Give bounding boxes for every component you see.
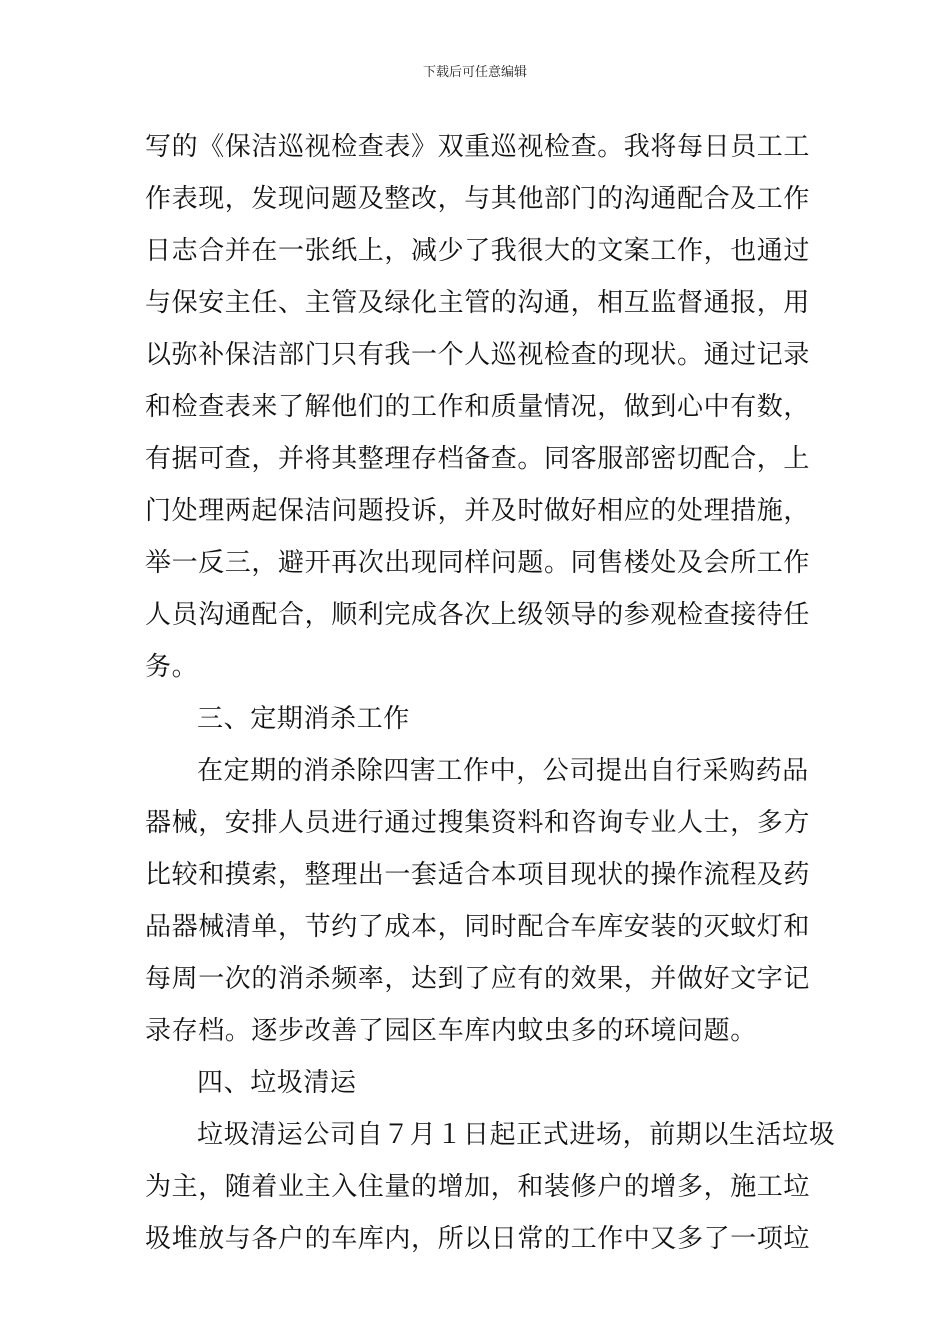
body-line: 圾堆放与各户的车库内，所以日常的工作中又多了一项垃	[145, 1224, 811, 1254]
body-line: 品器械清单，节约了成本，同时配合车库安装的灭蚊灯和	[145, 912, 811, 942]
document-body	[145, 129, 836, 1273]
body-line: 写的《保洁巡视检查表》双重巡视检查。我将每日员工工	[145, 132, 811, 162]
body-line: 有据可查，并将其整理存档备查。同客服部密切配合，上	[145, 444, 811, 474]
body-line: 门处理两起保洁问题投诉，并及时做好相应的处理措施，	[145, 496, 811, 526]
paragraph-first-line: 垃圾清运公司自７月１日起正式进场，前期以生活垃圾	[197, 1120, 836, 1150]
body-line: 举一反三，避开再次出现同样问题。同售楼处及会所工作	[145, 548, 811, 578]
body-line: 录存档。逐步改善了园区车库内蚊虫多的环境问题。	[145, 1016, 757, 1046]
section-heading: 四、垃圾清运	[197, 1068, 357, 1098]
page-header-note: 下载后可任意编辑	[422, 65, 527, 80]
body-line: 日志合并在一张纸上，减少了我很大的文案工作，也通过	[145, 236, 811, 266]
body-line: 以弥补保洁部门只有我一个人巡视检查的现状。通过记录	[145, 340, 811, 370]
body-line: 与保安主任、主管及绿化主管的沟通，相互监督通报，用	[145, 288, 811, 318]
body-line: 作表现，发现问题及整改，与其他部门的沟通配合及工作	[145, 184, 811, 214]
body-line: 器械，安排人员进行通过搜集资料和咨询专业人士，多方	[145, 808, 811, 838]
body-line: 务。	[145, 652, 199, 682]
body-line: 为主，随着业主入住量的增加，和装修户的增多，施工垃	[145, 1172, 811, 1202]
body-line: 每周一次的消杀频率，达到了应有的效果，并做好文字记	[145, 964, 811, 994]
body-line: 和检查表来了解他们的工作和质量情况，做到心中有数，	[145, 392, 811, 422]
body-line: 比较和摸索，整理出一套适合本项目现状的操作流程及药	[145, 860, 811, 890]
paragraph-first-line: 在定期的消杀除四害工作中，公司提出自行采购药品	[197, 756, 809, 786]
body-line: 人员沟通配合，顺利完成各次上级领导的参观检查接待任	[145, 600, 811, 630]
section-heading: 三、定期消杀工作	[197, 704, 410, 734]
